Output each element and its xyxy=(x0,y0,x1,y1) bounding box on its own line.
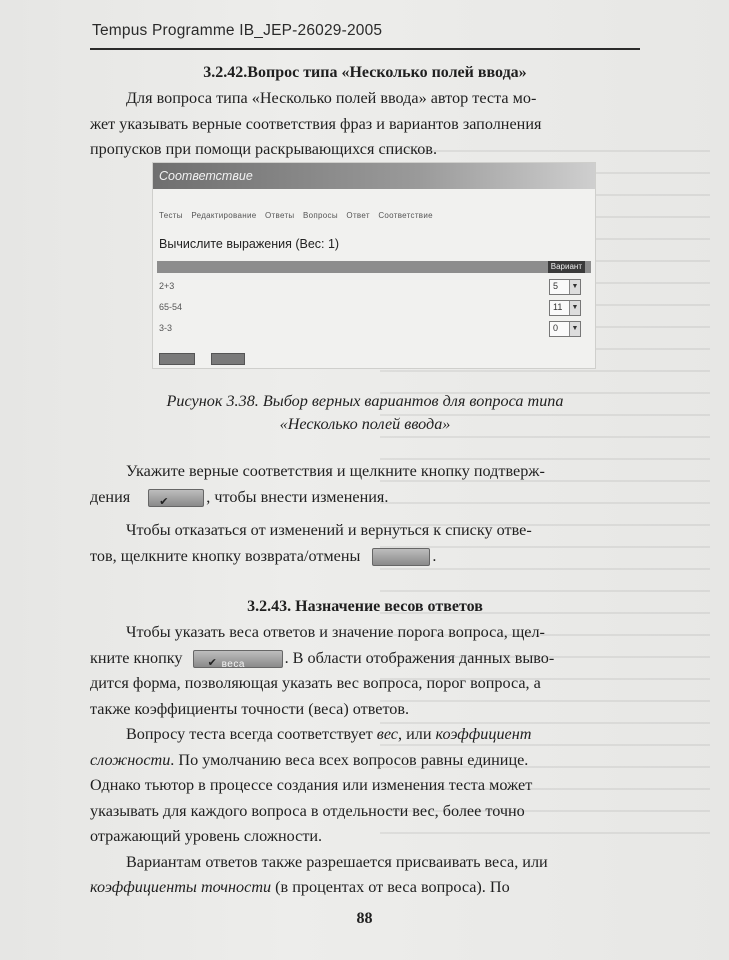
text-span: тов, щелкните кнопку возврата/отмены xyxy=(90,546,361,565)
figure-tab: Ответ xyxy=(346,211,370,220)
text-line xyxy=(90,544,640,570)
caption-line: «Несколько полей ввода» xyxy=(279,415,451,433)
section1-paragraph xyxy=(90,86,640,163)
text-span: кните кнопку xyxy=(90,648,183,667)
figure-row-expr: 65-54 xyxy=(159,302,183,312)
cancel-paragraph xyxy=(90,518,640,569)
figure-answer-select xyxy=(549,279,581,295)
text-span: дения xyxy=(90,487,131,506)
confirm-paragraph xyxy=(90,459,640,510)
text-line xyxy=(90,875,640,901)
weights-button-image xyxy=(193,650,283,668)
figure-tab: Вопросы xyxy=(303,211,338,220)
figure-select-value: 5 xyxy=(553,281,559,291)
text-span: Вопросу теста всегда соответствует xyxy=(126,725,377,743)
text-span: . xyxy=(432,546,437,565)
text-line: Вариантам ответов также разрешается присваивать веса, или xyxy=(126,852,548,871)
figure-window-title: Соответствие xyxy=(153,163,595,189)
text-line: Чтобы отказаться от изменений и вернуться к списку отве- xyxy=(126,521,532,539)
figure-cancel-button xyxy=(211,353,245,365)
text-span: , или xyxy=(397,725,436,743)
confirm-button-image xyxy=(148,489,204,507)
figure-row-expr: 2+3 xyxy=(159,281,175,291)
text-line xyxy=(90,722,640,748)
text-line: Однако тьютор в процессе создания или изменения теста может xyxy=(90,776,533,794)
text-line: Для вопроса типа «Несколько полей ввода» автор теста мо- xyxy=(126,89,537,107)
text-line xyxy=(90,748,640,774)
figure-caption xyxy=(90,390,640,436)
text-line: жет указывать верные соответствия фраз и вариантов заполнения xyxy=(90,114,542,133)
term-weight: вес xyxy=(376,725,398,743)
chevron-down-icon: ▼ xyxy=(569,301,580,315)
section2-paragraph xyxy=(90,620,640,901)
section-heading-3-2-43: 3.2.43. Назначение весов ответов xyxy=(247,598,483,615)
figure-answer-select xyxy=(549,321,581,337)
figure-row-expr: 3-3 xyxy=(159,323,173,333)
figure-table-header xyxy=(157,261,591,273)
caption-line: Рисунок 3.38. Выбор верных вариантов для вопроса типа xyxy=(166,392,564,410)
text-span: (в процентах от веса вопроса). По xyxy=(271,878,510,896)
text-line: Чтобы указать веса ответов и значение порога вопроса, щел- xyxy=(126,623,545,641)
text-line: Укажите верные соответствия и щелкните кнопку подтверж- xyxy=(126,462,545,480)
term-coefficient: коэффициент xyxy=(435,725,532,743)
page-number: 88 xyxy=(356,910,373,927)
text-line xyxy=(90,646,640,672)
figure-tab: Соответствие xyxy=(378,211,433,220)
figure-answer-select xyxy=(549,300,581,316)
section-heading-3-2-42: 3.2.42.Вопрос типа «Несколько полей ввода» xyxy=(203,64,527,81)
text-span: , чтобы внести изменения. xyxy=(206,487,389,506)
term-accuracy-coefficients: коэффициенты точности xyxy=(90,878,272,896)
header-rule xyxy=(90,48,640,50)
cancel-button-image xyxy=(372,548,430,566)
running-header: Tempus Programme IB_JEP-26029-2005 xyxy=(92,22,383,39)
text-line: пропусков при помощи раскрывающихся списков. xyxy=(90,140,438,158)
figure-column-header: Вариант xyxy=(548,261,585,273)
chevron-down-icon: ▼ xyxy=(569,322,580,336)
text-line xyxy=(90,485,640,511)
text-span: . В области отображения данных выво- xyxy=(284,648,555,667)
text-line: указывать для каждого вопроса в отдельности вес, более точно xyxy=(90,801,525,820)
check-icon: ✔ xyxy=(207,655,217,669)
figure-tab: Редактирование xyxy=(191,211,257,220)
weights-button-label: веса xyxy=(221,658,245,670)
check-icon: ✔ xyxy=(159,494,169,508)
figure-tabs xyxy=(159,211,439,220)
term-difficulty: сложности xyxy=(90,750,171,769)
figure-question: Вычислите выражения (Вес: 1) xyxy=(159,237,340,251)
text-line: отражающий уровень сложности. xyxy=(90,827,323,845)
figure-screenshot xyxy=(152,162,596,369)
figure-select-value: 11 xyxy=(553,302,563,312)
figure-tab: Тесты xyxy=(159,211,183,220)
figure-tab: Ответы xyxy=(265,211,295,220)
figure-confirm-button xyxy=(159,353,195,365)
figure-select-value: 0 xyxy=(553,323,559,333)
text-line: дится форма, позволяющая указать вес вопроса, порог вопроса, а xyxy=(90,674,541,692)
chevron-down-icon: ▼ xyxy=(569,280,580,294)
text-span: . По умолчанию веса всех вопросов равны единице. xyxy=(170,750,529,769)
text-line: также коэффициенты точности (веса) ответов. xyxy=(90,699,410,718)
